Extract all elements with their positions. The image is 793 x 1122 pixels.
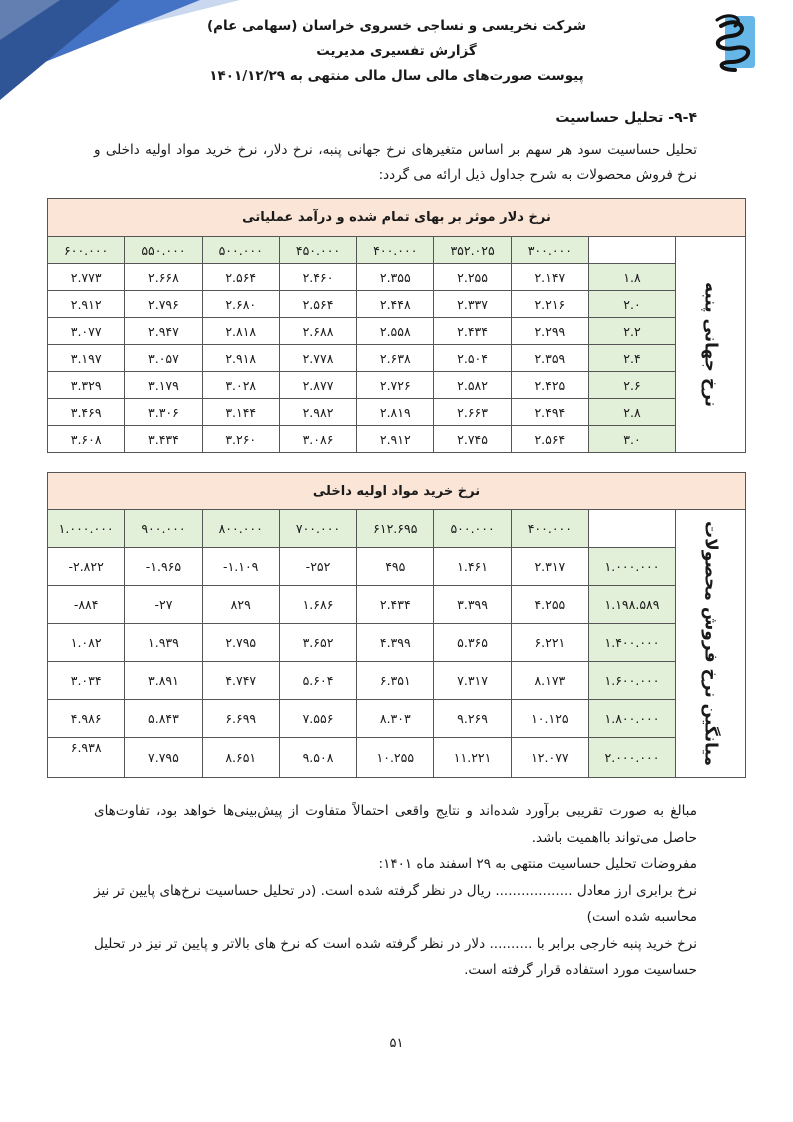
company-name: شرکت نخریسی و نساجی خسروی خراسان (سهامی عام) [206, 18, 587, 34]
row-header: ۱.۸ [589, 264, 676, 291]
value-cell: ۲.۹۱۲ [48, 291, 125, 318]
column-header: ۵۰۰.۰۰۰ [434, 510, 511, 548]
row-header: ۱.۱۹۸.۵۸۹ [589, 586, 676, 624]
material-rate-sensitivity-table [47, 472, 746, 778]
value-cell: ۱.۹۳۹ [125, 624, 202, 662]
value-cell: ۳.۶۰۸ [48, 426, 125, 453]
value-cell: ۱۱.۲۲۱ [434, 738, 511, 778]
value-cell: ۲.۴۲۵ [511, 372, 588, 399]
value-cell: ۹.۲۶۹ [434, 700, 511, 738]
value-cell: ۳.۱۹۷ [48, 345, 125, 372]
value-cell: ۲.۴۶۰ [279, 264, 356, 291]
value-cell: ۲.۸۷۷ [279, 372, 356, 399]
row-header: ۲.۶ [589, 372, 676, 399]
value-cell: ۸.۶۵۱ [202, 738, 279, 778]
row-header: ۱.۶۰۰.۰۰۰ [589, 662, 676, 700]
table-row [48, 624, 746, 662]
table-row [48, 586, 746, 624]
side-label-cell [676, 510, 746, 778]
value-cell: ۲.۱۴۷ [511, 264, 588, 291]
value-cell: ۲.۶۶۳ [434, 399, 511, 426]
column-header: ۴۰۰.۰۰۰ [511, 510, 588, 548]
value-cell: ۲.۷۴۵ [434, 426, 511, 453]
column-header: ۸۰۰.۰۰۰ [202, 510, 279, 548]
value-cell: ۲.۴۳۴ [357, 586, 434, 624]
table-row [48, 426, 746, 453]
value-cell: ۲.۶۶۸ [125, 264, 202, 291]
note-paragraph: نرخ خرید پنبه خارجی برابر با .......... دلار در نظر گرفته شده است که نرخ های بالاتر و پایین تر نیز در تحلیل حساسیت مورد استفاده قرار گرفته است. [94, 935, 697, 978]
value-cell: ۲.۴۴۸ [357, 291, 434, 318]
value-cell: ۸۲۹ [202, 586, 279, 624]
value-cell: ۳.۶۵۲ [279, 624, 356, 662]
column-header: ۶۰۰.۰۰۰ [48, 237, 125, 264]
value-cell: ۲.۷۹۶ [125, 291, 202, 318]
value-cell: ۱۲.۰۷۷ [511, 738, 588, 778]
row-header: ۲.۰۰۰.۰۰۰ [589, 738, 676, 778]
value-cell: ۳.۰۸۶ [279, 426, 356, 453]
value-cell: ۲.۵۸۲ [434, 372, 511, 399]
value-cell: ۲.۷۷۸ [279, 345, 356, 372]
value-cell: ۲.۵۰۴ [434, 345, 511, 372]
column-header: ۴۵۰.۰۰۰ [279, 237, 356, 264]
value-cell: ۱.۹۶۵- [125, 548, 202, 586]
corner-cell [589, 510, 676, 548]
column-header: ۳۰۰.۰۰۰ [511, 237, 588, 264]
value-cell: ۳.۱۷۹ [125, 372, 202, 399]
column-header: ۳۵۲.۰۲۵ [434, 237, 511, 264]
value-cell: ۴.۲۵۵ [511, 586, 588, 624]
page-header [100, 14, 693, 89]
value-cell: ۲.۸۱۹ [357, 399, 434, 426]
value-cell: ۶.۶۹۹ [202, 700, 279, 738]
side-label: میانگین نرخ فروش محصولات [700, 521, 721, 766]
value-cell: ۲.۳۵۹ [511, 345, 588, 372]
value-cell: ۴.۷۴۷ [202, 662, 279, 700]
table-row [48, 318, 746, 345]
value-cell: ۸.۱۷۳ [511, 662, 588, 700]
value-cell: ۳.۸۹۱ [125, 662, 202, 700]
column-header: ۵۵۰.۰۰۰ [125, 237, 202, 264]
value-cell: ۱.۴۶۱ [434, 548, 511, 586]
value-cell: ۳.۱۴۴ [202, 399, 279, 426]
value-cell: ۲.۶۳۸ [357, 345, 434, 372]
value-cell: ۲.۷۹۵ [202, 624, 279, 662]
row-header: ۱.۸۰۰.۰۰۰ [589, 700, 676, 738]
value-cell: ۲.۵۶۴ [511, 426, 588, 453]
value-cell: ۳.۳۲۹ [48, 372, 125, 399]
value-cell: ۳.۲۶۰ [202, 426, 279, 453]
column-header: ۴۰۰.۰۰۰ [357, 237, 434, 264]
value-cell: ۵.۸۴۳ [125, 700, 202, 738]
value-cell: ۳.۴۶۹ [48, 399, 125, 426]
value-cell: ۲.۲۱۶ [511, 291, 588, 318]
value-cell: ۶.۹۳۸ [48, 738, 125, 778]
table-row [48, 662, 746, 700]
table-row [48, 738, 746, 778]
column-header: ۹۰۰.۰۰۰ [125, 510, 202, 548]
value-cell: ۲.۶۸۸ [279, 318, 356, 345]
value-cell: ۳.۰۷۷ [48, 318, 125, 345]
table-row [48, 291, 746, 318]
table-row [48, 345, 746, 372]
value-cell: ۱.۱۰۹- [202, 548, 279, 586]
value-cell: ۸.۳۰۳ [357, 700, 434, 738]
row-header: ۳.۰ [589, 426, 676, 453]
value-cell: ۱.۰۸۲ [48, 624, 125, 662]
row-header: ۲.۲ [589, 318, 676, 345]
page-number: ۵۱ [389, 1036, 404, 1051]
value-cell: ۲.۲۵۵ [434, 264, 511, 291]
intro-paragraph: تحلیل حساسیت سود هر سهم بر اساس متغیرهای نرخ جهانی پنبه، نرخ دلار، نرخ خرید مواد اولیه داخلی و نرخ فروش محصولات به شرح جداول ذیل ارائه می گردد: [94, 142, 697, 183]
note-paragraph: مبالغ به صورت تقریبی برآورد شده‌اند و نتایج واقعی احتمالاً متفاوت از پیش‌بینی‌ها خواهد بود، تفاوت‌های حاصل می‌تواند بااهمیت باشد. [94, 803, 697, 846]
value-cell: ۲.۳۳۷ [434, 291, 511, 318]
value-cell: ۳.۳۹۹ [434, 586, 511, 624]
value-cell: ۴۹۵ [357, 548, 434, 586]
value-cell: ۲.۵۶۴ [279, 291, 356, 318]
note-paragraph: مفروضات تحلیل حساسیت منتهی به ۲۹ اسفند ماه ۱۴۰۱: [378, 856, 697, 872]
notes-section [94, 798, 697, 984]
value-cell: ۷.۵۵۶ [279, 700, 356, 738]
value-cell: ۵.۳۶۵ [434, 624, 511, 662]
column-header: ۱.۰۰۰.۰۰۰ [48, 510, 125, 548]
value-cell: ۲.۹۴۷ [125, 318, 202, 345]
value-cell: ۲.۳۱۷ [511, 548, 588, 586]
value-cell: ۷.۳۱۷ [434, 662, 511, 700]
value-cell: ۴.۹۸۶ [48, 700, 125, 738]
table-caption: نرخ خرید مواد اولیه داخلی [48, 473, 746, 510]
value-cell: ۲.۷۲۶ [357, 372, 434, 399]
value-cell: ۳.۰۳۴ [48, 662, 125, 700]
value-cell: ۲.۸۱۸ [202, 318, 279, 345]
row-header: ۲.۰ [589, 291, 676, 318]
row-header: ۲.۸ [589, 399, 676, 426]
value-cell: ۲.۴۹۴ [511, 399, 588, 426]
value-cell: ۸۸۴- [48, 586, 125, 624]
section-title: ۹-۴- تحلیل حساسیت [555, 110, 697, 126]
value-cell: ۳.۳۰۶ [125, 399, 202, 426]
value-cell: ۴.۳۹۹ [357, 624, 434, 662]
value-cell: ۲.۹۸۲ [279, 399, 356, 426]
dollar-rate-sensitivity-table [47, 198, 746, 453]
value-cell: ۶.۳۵۱ [357, 662, 434, 700]
column-header: ۵۰۰.۰۰۰ [202, 237, 279, 264]
value-cell: ۳.۰۵۷ [125, 345, 202, 372]
table-row [48, 399, 746, 426]
corner-cell [589, 237, 676, 264]
value-cell: ۳.۰۲۸ [202, 372, 279, 399]
column-header: ۷۰۰.۰۰۰ [279, 510, 356, 548]
value-cell: ۶.۲۲۱ [511, 624, 588, 662]
value-cell: ۲.۸۲۲- [48, 548, 125, 586]
value-cell: ۲.۹۱۸ [202, 345, 279, 372]
value-cell: ۲.۵۶۴ [202, 264, 279, 291]
value-cell: ۱۰.۱۲۵ [511, 700, 588, 738]
note-paragraph: نرخ برابری ارز معادل .................. ریال در نظر گرفته شده است. (در تحلیل حساسیت نرخ‌های پایین تر نیز محاسبه شده است) [94, 882, 697, 925]
value-cell: ۲۷- [125, 586, 202, 624]
table-row [48, 264, 746, 291]
side-label-cell [676, 237, 746, 453]
value-cell: ۲.۵۵۸ [357, 318, 434, 345]
value-cell: ۲.۷۷۳ [48, 264, 125, 291]
company-logo [711, 12, 763, 74]
value-cell: ۵.۶۰۴ [279, 662, 356, 700]
value-cell: ۲.۹۱۲ [357, 426, 434, 453]
value-cell: ۷.۷۹۵ [125, 738, 202, 778]
value-cell: ۱۰.۲۵۵ [357, 738, 434, 778]
row-header: ۱.۴۰۰.۰۰۰ [589, 624, 676, 662]
report-title: گزارش تفسیری مدیریت [316, 43, 477, 59]
table-row [48, 372, 746, 399]
table-caption: نرخ دلار موثر بر بهای تمام شده و درآمد عملیاتی [48, 199, 746, 237]
value-cell: ۲.۶۸۰ [202, 291, 279, 318]
column-header: ۶۱۲.۶۹۵ [357, 510, 434, 548]
side-label: نرخ جهانی پنبه [700, 281, 721, 408]
row-header: ۲.۴ [589, 345, 676, 372]
table-row [48, 700, 746, 738]
table-row [48, 548, 746, 586]
value-cell: ۲.۲۹۹ [511, 318, 588, 345]
value-cell: ۹.۵۰۸ [279, 738, 356, 778]
value-cell: ۲۵۲- [279, 548, 356, 586]
report-subtitle: پیوست صورت‌های مالی سال مالی منتهی به ۱۴۰۱/۱۲/۲۹ [209, 68, 584, 84]
value-cell: ۱.۶۸۶ [279, 586, 356, 624]
row-header: ۱.۰۰۰.۰۰۰ [589, 548, 676, 586]
value-cell: ۳.۴۳۴ [125, 426, 202, 453]
value-cell: ۲.۴۳۴ [434, 318, 511, 345]
value-cell: ۲.۳۵۵ [357, 264, 434, 291]
